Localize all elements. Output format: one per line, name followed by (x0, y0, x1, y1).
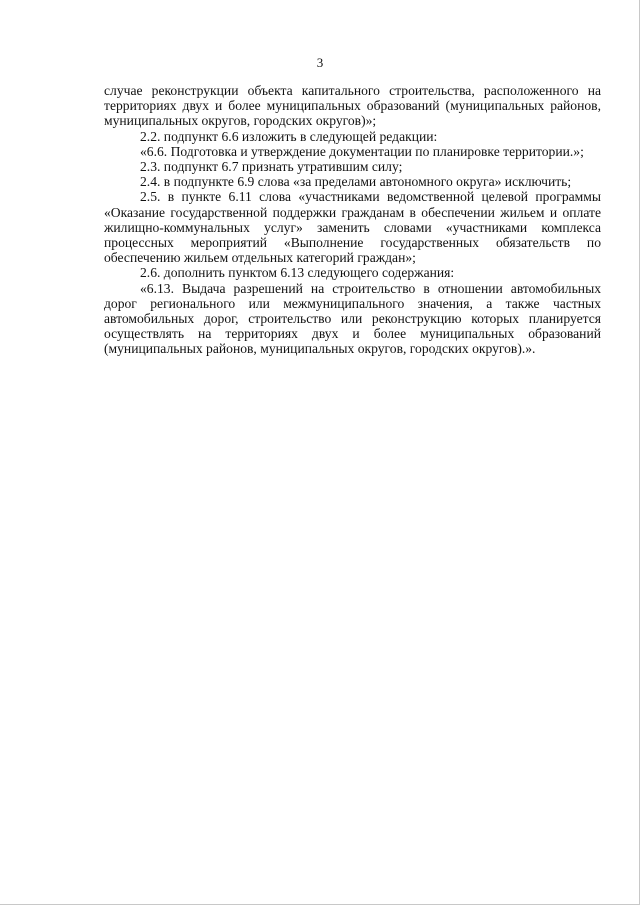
paragraph-2-2: 2.2. подпункт 6.6 изложить в следующей редакции: (140, 128, 438, 144)
paragraph-6-13: «6.13. Выдача разрешений на строительство в отношении автомобильных дорог регионального или межмуниципального значения, а также частных автомобильных дорог, строительство или реконструкцию которых планируется осуществлять на территориях двух и более муниципальных образований (муниципальных районов, муниципальных округов, городских округов).». (104, 280, 601, 357)
paragraph-2-5: 2.5. в пункте 6.11 слова «участниками ведомственной целевой программы «Оказание государственной поддержки гражданам в обеспечении жильем и оплате жилищно-коммунальных услуг» заменить словами «участниками комплекса процессных мероприятий «Выполнение государственных обязательств по обеспечению жильем отдельных категорий граждан»; (104, 189, 601, 266)
paragraph-6-6: «6.6. Подготовка и утверждение документации по планировке территории.»; (140, 143, 584, 159)
page-number: 3 (316, 55, 324, 70)
paragraph-2-4: 2.4. в подпункте 6.9 слова «за пределами автономного округа» исключить; (140, 174, 572, 190)
paragraph-2-3: 2.3. подпункт 6.7 признать утратившим силу; (140, 159, 403, 175)
paragraph-2-6: 2.6. дополнить пунктом 6.13 следующего содержания: (140, 265, 455, 281)
paragraph-continuation: случае реконструкции объекта капитального строительства, расположенного на территориях двух и более муниципальных образований (муниципальных районов, муниципальных округов, городских округов)»; (104, 83, 601, 129)
document-body (104, 83, 601, 357)
